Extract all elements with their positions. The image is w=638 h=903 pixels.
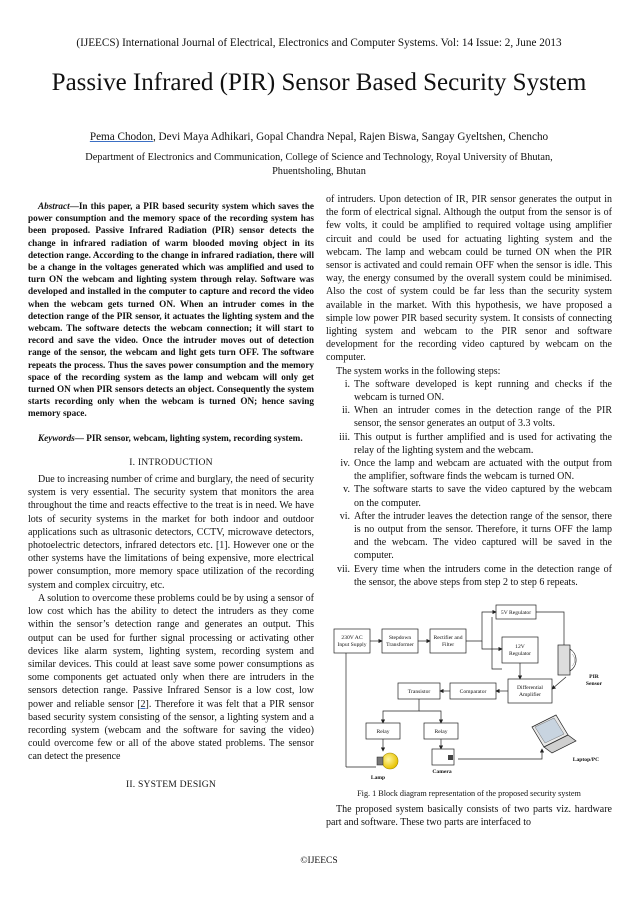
step-number: iii. bbox=[339, 431, 350, 443]
step-text: When an intruder comes in the detection range of the PIR sensor, the sensor generates an output of 3.3 volts. bbox=[354, 405, 612, 430]
first-author-link[interactable]: Pema Chodon bbox=[89, 131, 153, 143]
label-lamp: Lamp bbox=[370, 775, 386, 781]
right-column bbox=[326, 193, 612, 589]
step-text: After the intruder leaves the detection range of the sensor, there is no output from the sensor. Therefore, it turns OFF the lamp and the webcam. The video captured will be saved in the computer. bbox=[354, 510, 612, 562]
section-heading-system-design bbox=[28, 778, 314, 791]
label-5v-regulator: 5V Regulator bbox=[500, 610, 532, 616]
step-item bbox=[326, 510, 612, 563]
label-camera: Camera bbox=[432, 769, 452, 775]
other-authors: , Devi Maya Adhikari, Gopal Chandra Nepal, Rajen Biswa, Sangay Gyeltshen, Chencho bbox=[152, 131, 549, 143]
label-pir-2: Sensor bbox=[585, 681, 603, 687]
block-ac-input bbox=[334, 629, 370, 653]
label-transistor: Transistor bbox=[407, 689, 431, 695]
step-item bbox=[326, 378, 612, 404]
section-title: SYSTEM DESIGN bbox=[137, 778, 217, 790]
intro-text: . Therefore it was felt that a PIR sensor based security system consisting of the sensor, a lighting system and a recording system (webcam and the software for saving the video) could overcome few or all of the above stated problems. The sensor can detect the presence bbox=[28, 698, 315, 763]
after-figure-paragraph bbox=[326, 803, 612, 829]
label-rectifier-1: Rectifier and bbox=[433, 635, 463, 641]
camera-icon bbox=[432, 749, 454, 765]
step-text: The software starts to save the video captured by the webcam on the computer. bbox=[354, 484, 612, 509]
label-laptop: Laptop/PC bbox=[572, 757, 600, 763]
block-differential-amplifier bbox=[508, 679, 552, 703]
section-title: INTRODUCTION bbox=[137, 456, 213, 468]
after-figure-text: The proposed system basically consists of two parts viz. hardware part and software. These two parts are interfaced to bbox=[326, 804, 612, 829]
step-number: iv. bbox=[340, 458, 350, 470]
label-comparator: Comparator bbox=[459, 689, 487, 695]
step-item bbox=[326, 431, 612, 457]
step-item bbox=[326, 404, 612, 430]
abstract: Abstract—In this paper, a PIR based security system which saves the power consumption and the memory space of the recording system has been proposed. Passive Infrared Radiation (PIR) sensor detects the change in infrared radiation of warm blooded moving object in its detection range. According to the change in infrared radiation, there will be a change in the voltages generated which was amplified and used to turn ON the webcam and lighting system through relay. Software was developed and installed in the computer to capture and record the video when the webcam gets turned ON. When an intruder comes in the detection range of the PIR sensor, it actuates the lighting system and the webcam. The software detects the webcam connection; it will start to record and save the video. Once the intruder moves out of detection range of the sensor, the webcam and light gets turn OFF. The software repeats the process. Thus the saves power consumption and the memory space of the recording system as the lamp and webcam will only get turned ON when PIR sensors detects an object. Consequently the system starts recording only when the webcam is turned ON; hence saving memory space. bbox=[28, 201, 314, 419]
step-item bbox=[326, 483, 612, 509]
label-relay-1: Relay bbox=[376, 729, 390, 735]
system-paragraph: of intruders. Upon detection of IR, PIR sensor generates the output in the form of electrical signal. Although the output from the sensor is of few volts, it could be amplified to required voltage using amplifier circuit and could be used for actuating lighting system and the webcam. The lamp and webcam could be turned ON when the PIR sensor is activated and could remain OFF when the sensor is idle. This way, the energy consumed by the overall system could be minimised. Also the cost of system could be far less than the security system available in the market. With this hypothesis, we have proposed a simple low power PIR based security system. It consists of connecting lighting system and webcam to the PIR senor and software development for the recording video captured by webcam on the computer. bbox=[326, 194, 612, 364]
step-item bbox=[326, 457, 612, 483]
keywords: Keywords— PIR sensor, webcam, lighting system, recording system. bbox=[38, 432, 303, 443]
section-heading-introduction bbox=[28, 456, 314, 469]
intro-text: A solution to overcome these problems could be by using a sensor of low cost which has the ability to detect the intruders as they come within the sensor’s detection range and generates an output. This output can be used for further signal processing or activating other devices like alarm system, lighting system, recording system and similar devices. This could at least save some power consumptions as some components get actuated only when there are intruders in the sensors detection range. Passive Infrared Sensor is a low cost, low power and reliable sensor bbox=[28, 592, 314, 710]
step-text: Every time when the intruders come in the detection range of the sensor, the above steps from step 2 to step 6 repeats. bbox=[354, 563, 612, 588]
step-number: ii. bbox=[341, 405, 350, 417]
block-diagram bbox=[332, 599, 610, 781]
section-number: I. bbox=[129, 456, 136, 468]
section-number: II. bbox=[125, 778, 136, 790]
footer: ©IJEECS bbox=[300, 856, 338, 866]
lamp-icon bbox=[377, 753, 398, 769]
intro-paragraph-1 bbox=[28, 473, 314, 592]
label-diff-amp-1: Differential bbox=[517, 685, 543, 691]
figure-caption: Fig. 1 Block diagram representation of the proposed security system bbox=[357, 789, 581, 798]
steps-list bbox=[326, 378, 612, 589]
intro-text: Due to increasing number of crime and burglary, the need of security system is very essential. The security system that monitors the area throughout the time and reacts effective to the treat is in need. We have lots of security systems in the market for both indoor and outdoor applications such as ultrasonic detectors, CCTV, microwave detectors, photoelectric detectors, infrared detectors etc. bbox=[28, 474, 314, 552]
author-list bbox=[20, 131, 618, 143]
step-number: i. bbox=[344, 378, 350, 390]
label-diff-amp-2: Amplifier bbox=[518, 692, 542, 698]
step-text: The software developed is kept running and checks if the webcam is turned ON. bbox=[354, 378, 612, 404]
label-relay-2: Relay bbox=[434, 729, 448, 735]
citation-1[interactable]: [1] bbox=[215, 540, 228, 552]
step-number: vii. bbox=[336, 563, 350, 575]
label-12v-regulator-2: Regulator bbox=[508, 651, 532, 657]
label-pir-1: PIR bbox=[589, 674, 599, 680]
abstract-label: Abstract bbox=[38, 201, 70, 211]
label-12v-regulator-1: 12V bbox=[515, 644, 525, 650]
paper-title: Passive Infrared (PIR) Sensor Based Security System bbox=[51, 69, 587, 96]
keywords-label: Keywords bbox=[38, 432, 75, 443]
affiliation: Department of Electronics and Communication, College of Science and Technology, Royal University of Bhutan, Phuentsholing, Bhutan bbox=[85, 152, 553, 177]
block-rectifier-filter bbox=[430, 629, 466, 653]
left-column bbox=[28, 200, 314, 795]
journal-header: (IJEECS) International Journal of Electrical, Electronics and Computer Systems. Vol: 14 Issue: 2, June 2013 bbox=[76, 37, 562, 49]
label-stepdown-2: Transformer bbox=[386, 642, 414, 648]
block-12v-regulator bbox=[502, 637, 538, 663]
step-text: Once the lamp and webcam are actuated with the output from the amplifier, software finds the webcam is turned ON. bbox=[354, 458, 612, 483]
step-number: v. bbox=[343, 484, 350, 496]
step-text: This output is further amplified and is used for activating the relay of the lighting system and the webcam. bbox=[354, 431, 612, 456]
intro-text: . However one or the other systems have the limitations of being expensive, more electrical power consumption, more memory space utilization of the recording system and complex circuitry, etc. bbox=[28, 540, 314, 591]
step-item bbox=[326, 563, 612, 589]
label-ac-input-2: Input Supply bbox=[337, 642, 367, 648]
block-stepdown-transformer bbox=[382, 629, 418, 653]
pir-sensor-icon bbox=[558, 645, 576, 675]
step-number: vi. bbox=[339, 510, 350, 522]
keywords-text: PIR sensor, webcam, lighting system, recording system. bbox=[86, 432, 303, 443]
intro-paragraph-2 bbox=[28, 592, 314, 764]
label-ac-input-1: 230V AC bbox=[341, 635, 363, 641]
laptop-icon bbox=[532, 715, 576, 753]
label-stepdown-1: Stepdown bbox=[388, 635, 412, 641]
abstract-text: In this paper, a PIR based security system which saves the power consumption and the memory space of the recording system has been proposed. Passive Infrared Radiation (PIR) sensor detects the change in infrared radiation of warm blooded moving object in its detection range. According to the change in infrared radiation, there will be a change in the voltages generated which was amplified and used to turn ON the webcam and lighting system through relay. Software was developed and installed in the computer to capture and record the video when the webcam gets turned ON. When an intruder comes in the detection range of the PIR sensor, it actuates the lighting system and the webcam. The software detects the webcam connection; it will start to record and save the video. Once the intruder moves out of detection range of the sensor, the webcam and light gets turn OFF. The software repeats the process. Thus the saves power consumption and the memory space of the recording system as the lamp and webcam will only get turned ON when PIR sensors detects an object. Consequently the system starts recording only when the webcam is turned ON; hence saving memory space. bbox=[28, 201, 314, 419]
steps-intro: The system works in the following steps: bbox=[336, 365, 501, 377]
label-rectifier-2: Filter bbox=[441, 642, 455, 648]
citation-2-link[interactable]: [2] bbox=[137, 698, 149, 710]
